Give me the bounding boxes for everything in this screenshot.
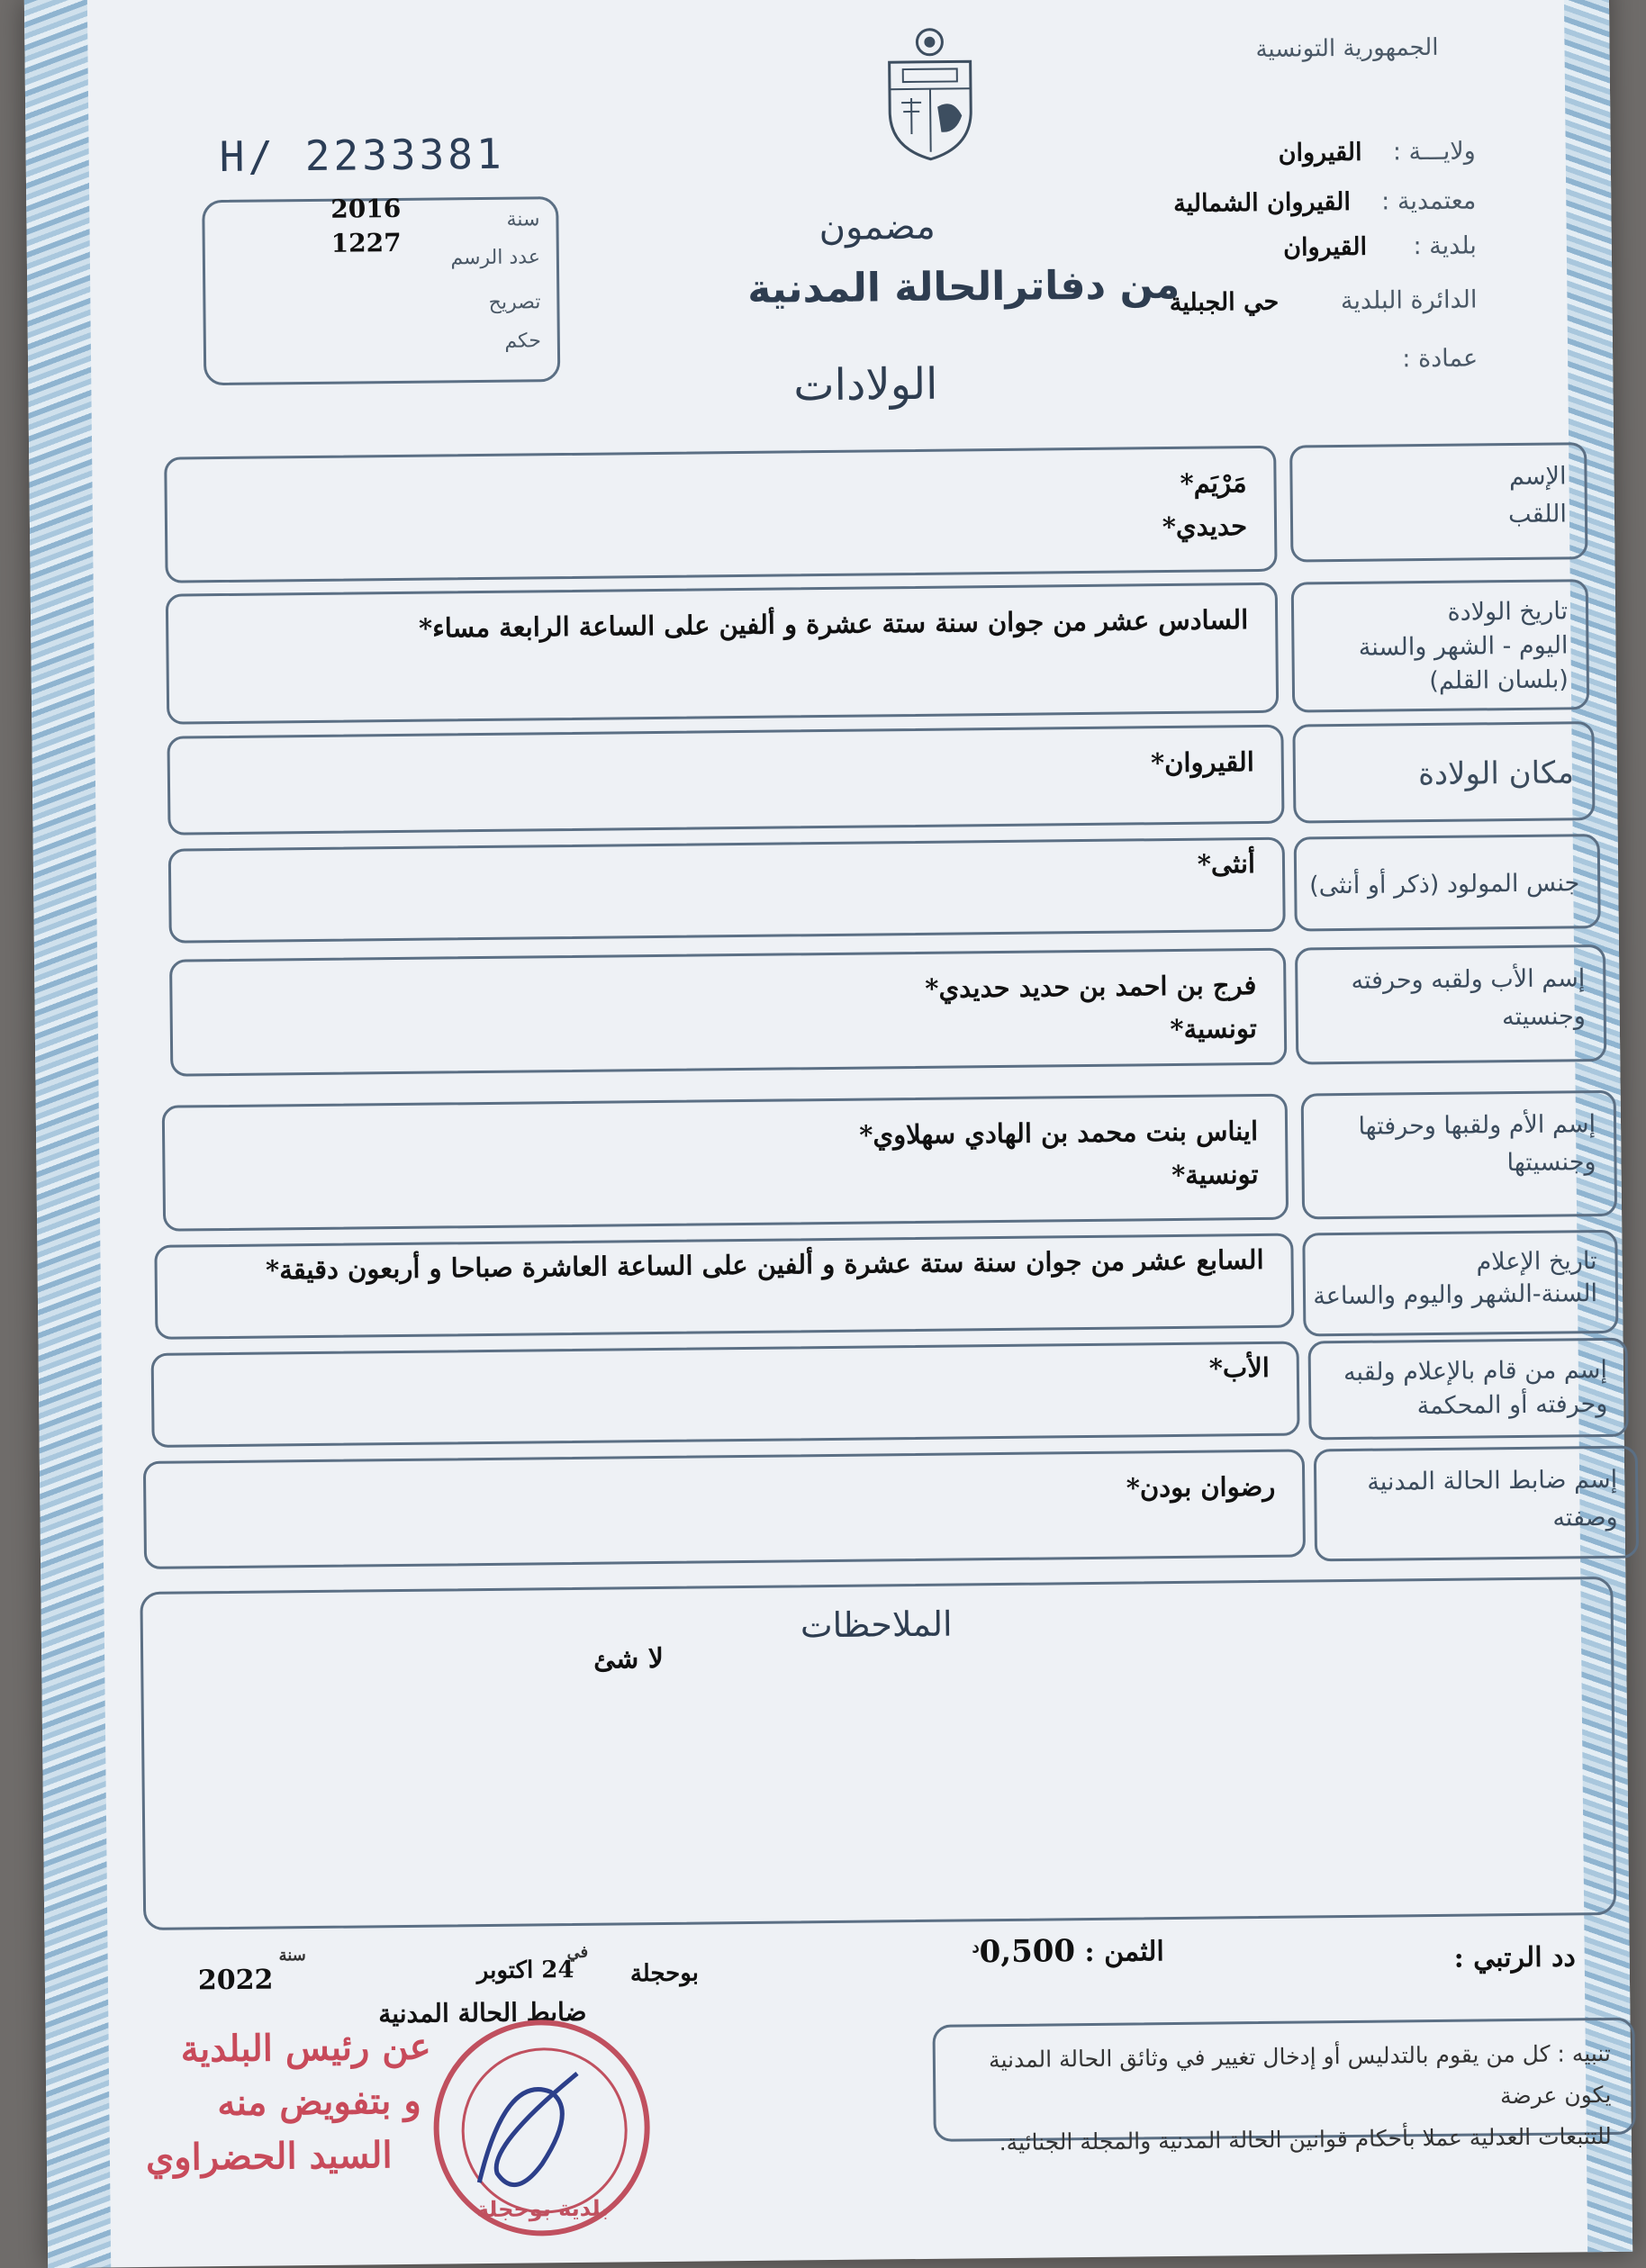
birth-date-value: السادس عشر من جوان سنة ستة عشرة و ألفين على الساعة الرابعة مساء* xyxy=(418,604,1249,644)
father-value-cell xyxy=(169,948,1287,1077)
baladia-row xyxy=(1099,231,1477,263)
place-value: بوحجلة xyxy=(629,1959,700,1988)
signature-line-3: السيد الحضراوي xyxy=(145,2134,393,2179)
price-unit: د xyxy=(972,1938,980,1957)
notes-box xyxy=(140,1577,1616,1930)
record-number-label: عدد الرسم xyxy=(450,246,541,270)
decorative-border-left xyxy=(24,0,111,2268)
officer-value: رضوان بودن* xyxy=(1126,1470,1276,1504)
declaration-date-value: السابع عشر من جوان سنة ستة عشرة و ألفين على الساعة العاشرة صباحا و أربعون دقيقة* xyxy=(265,1243,1264,1286)
declaration-label: تصريح xyxy=(488,291,541,314)
declaration-date-label: تاريخ الإعلام xyxy=(1476,1247,1597,1277)
daira-value: حي الجبلية xyxy=(1169,287,1280,317)
date-value: 24 اكتوبر xyxy=(476,1956,574,1985)
birth-place-value: القيروان* xyxy=(1150,746,1254,779)
year-label-footer: سنة xyxy=(278,1946,306,1965)
birth-date-label-cell xyxy=(1291,579,1590,712)
name-label-cell xyxy=(1289,442,1587,562)
first-name-value: مَرْيَم* xyxy=(1180,467,1247,499)
sex-label-cell xyxy=(1294,834,1601,932)
handwritten-signature-icon xyxy=(442,2037,624,2218)
signature-line-1: عن رئيس البلدية xyxy=(180,2025,431,2071)
officer-label: إسم ضابط الحالة المدنية xyxy=(1367,1465,1618,1496)
certificate-paper xyxy=(24,0,1632,2268)
warning-line-2: للتتبعات العدلية عملا بأحكام قوانين الحالة المدنية والمجلة الجنائية. xyxy=(999,2122,1612,2156)
last-name-label: اللقب xyxy=(1507,500,1568,529)
father-label-cell xyxy=(1295,944,1606,1065)
birth-date-sublabel: اليوم - الشهر والسنة xyxy=(1358,631,1569,662)
declarant-label: إسم من قام بالإعلام ولقبه xyxy=(1343,1355,1608,1387)
price-row xyxy=(972,1932,1164,1970)
birth-place-value-cell xyxy=(167,725,1284,836)
declarant-label-cell xyxy=(1308,1338,1629,1441)
birth-place-label: مكان الولادة xyxy=(1417,754,1575,793)
mother-nationality-label: وجنسيتها xyxy=(1506,1148,1596,1178)
officer-title: ضابط الحالة المدنية xyxy=(378,1996,587,2029)
declarant-value-cell xyxy=(151,1342,1300,1448)
year-label: سنة xyxy=(506,208,540,231)
price-label: الثمن : xyxy=(1084,1936,1164,1969)
signature-line-2: و بتفويض منه xyxy=(217,2079,421,2125)
father-nationality-label: وجنسيته xyxy=(1501,1002,1586,1032)
wilaya-label: ولايـــة : xyxy=(1392,137,1476,167)
birth-date-value-cell xyxy=(166,583,1279,725)
daira-row xyxy=(972,285,1477,319)
sex-value: أنثى* xyxy=(1197,848,1256,880)
date-prefix: في xyxy=(566,1942,589,1963)
mootamadia-row xyxy=(1062,186,1476,219)
baladia-label: بلدية : xyxy=(1413,231,1477,261)
birth-place-label-cell xyxy=(1292,721,1595,824)
sex-label: جنس المولود (ذكر أو أنثى) xyxy=(1308,869,1580,900)
record-number-value: 1227 xyxy=(330,227,402,258)
mootamadia-label: معتمدية : xyxy=(1381,186,1477,216)
mother-nationality-value: تونسية* xyxy=(1171,1159,1259,1191)
mother-name-value: ايناس بنت محمد بن الهادي سهلاوي* xyxy=(859,1116,1259,1151)
wilaya-row xyxy=(1098,137,1476,168)
name-value-cell xyxy=(164,446,1277,583)
serial-rank-label: دد الرتبي : xyxy=(1453,1941,1576,1974)
daira-label: الدائرة البلدية xyxy=(1340,285,1478,315)
record-box xyxy=(202,193,560,385)
stamp-text: بلدية بوحجلة xyxy=(475,2195,610,2223)
warning-box xyxy=(932,2018,1635,2156)
father-name-value: فرج بن احمد بن حديد حديدي* xyxy=(925,970,1257,1004)
declaration-date-sublabel: السنة-الشهر واليوم والساعة xyxy=(1313,1279,1598,1311)
mother-label-cell xyxy=(1301,1090,1617,1220)
tunisia-coat-of-arms-icon xyxy=(875,25,985,161)
declaration-date-value-cell xyxy=(154,1233,1294,1340)
imada-row xyxy=(1099,344,1478,375)
last-name-value: حديدي* xyxy=(1162,511,1248,543)
wilaya-value: القيروان xyxy=(1278,138,1362,167)
serial-number: H/ 2233381 xyxy=(219,129,505,182)
warning-line-1: تنبيه : كل من يقوم بالتدليس أو إدخال تغيير في وثائق الحالة المدنية يكون عرضة xyxy=(988,2039,1612,2110)
year-value-footer: 2022 xyxy=(197,1964,274,1997)
birth-date-note: (بلسان القلم) xyxy=(1429,665,1569,695)
baladia-value: القيروان xyxy=(1283,232,1368,262)
republic-heading: الجمهورية التونسية xyxy=(1255,33,1439,63)
declarant-sublabel: وحرفته أو المحكمة xyxy=(1416,1389,1608,1421)
year-value: 2016 xyxy=(330,193,402,224)
sex-value-cell xyxy=(168,837,1286,944)
title-births: الولادات xyxy=(793,358,938,411)
imada-label: عمادة : xyxy=(1402,344,1479,374)
title-madmoun: مضمون xyxy=(818,205,936,249)
judgment-label: حكم xyxy=(504,330,541,353)
birth-date-label: تاريخ الولادة xyxy=(1447,597,1569,627)
mother-value-cell xyxy=(162,1094,1289,1232)
notes-title: الملاحظات xyxy=(800,1604,953,1646)
mother-label: إسم الأم ولقبها وحرفتها xyxy=(1358,1110,1596,1141)
officer-sublabel: وصفته xyxy=(1552,1503,1618,1532)
officer-label-cell xyxy=(1314,1446,1639,1562)
title-registers: من دفاترالحالة المدنية xyxy=(747,261,1180,312)
notes-value: لا شئ xyxy=(593,1642,665,1676)
first-name-label: الإسم xyxy=(1508,462,1567,492)
declarant-value: الأب* xyxy=(1208,1351,1271,1384)
father-nationality-value: تونسية* xyxy=(1170,1013,1258,1045)
price-value: 0,500 xyxy=(979,1933,1076,1971)
mootamadia-value: القيروان الشمالية xyxy=(1172,187,1352,218)
father-label: إسم الأب ولقبه وحرفته xyxy=(1351,964,1586,995)
officer-value-cell xyxy=(143,1449,1306,1569)
declaration-date-label-cell xyxy=(1302,1230,1618,1337)
